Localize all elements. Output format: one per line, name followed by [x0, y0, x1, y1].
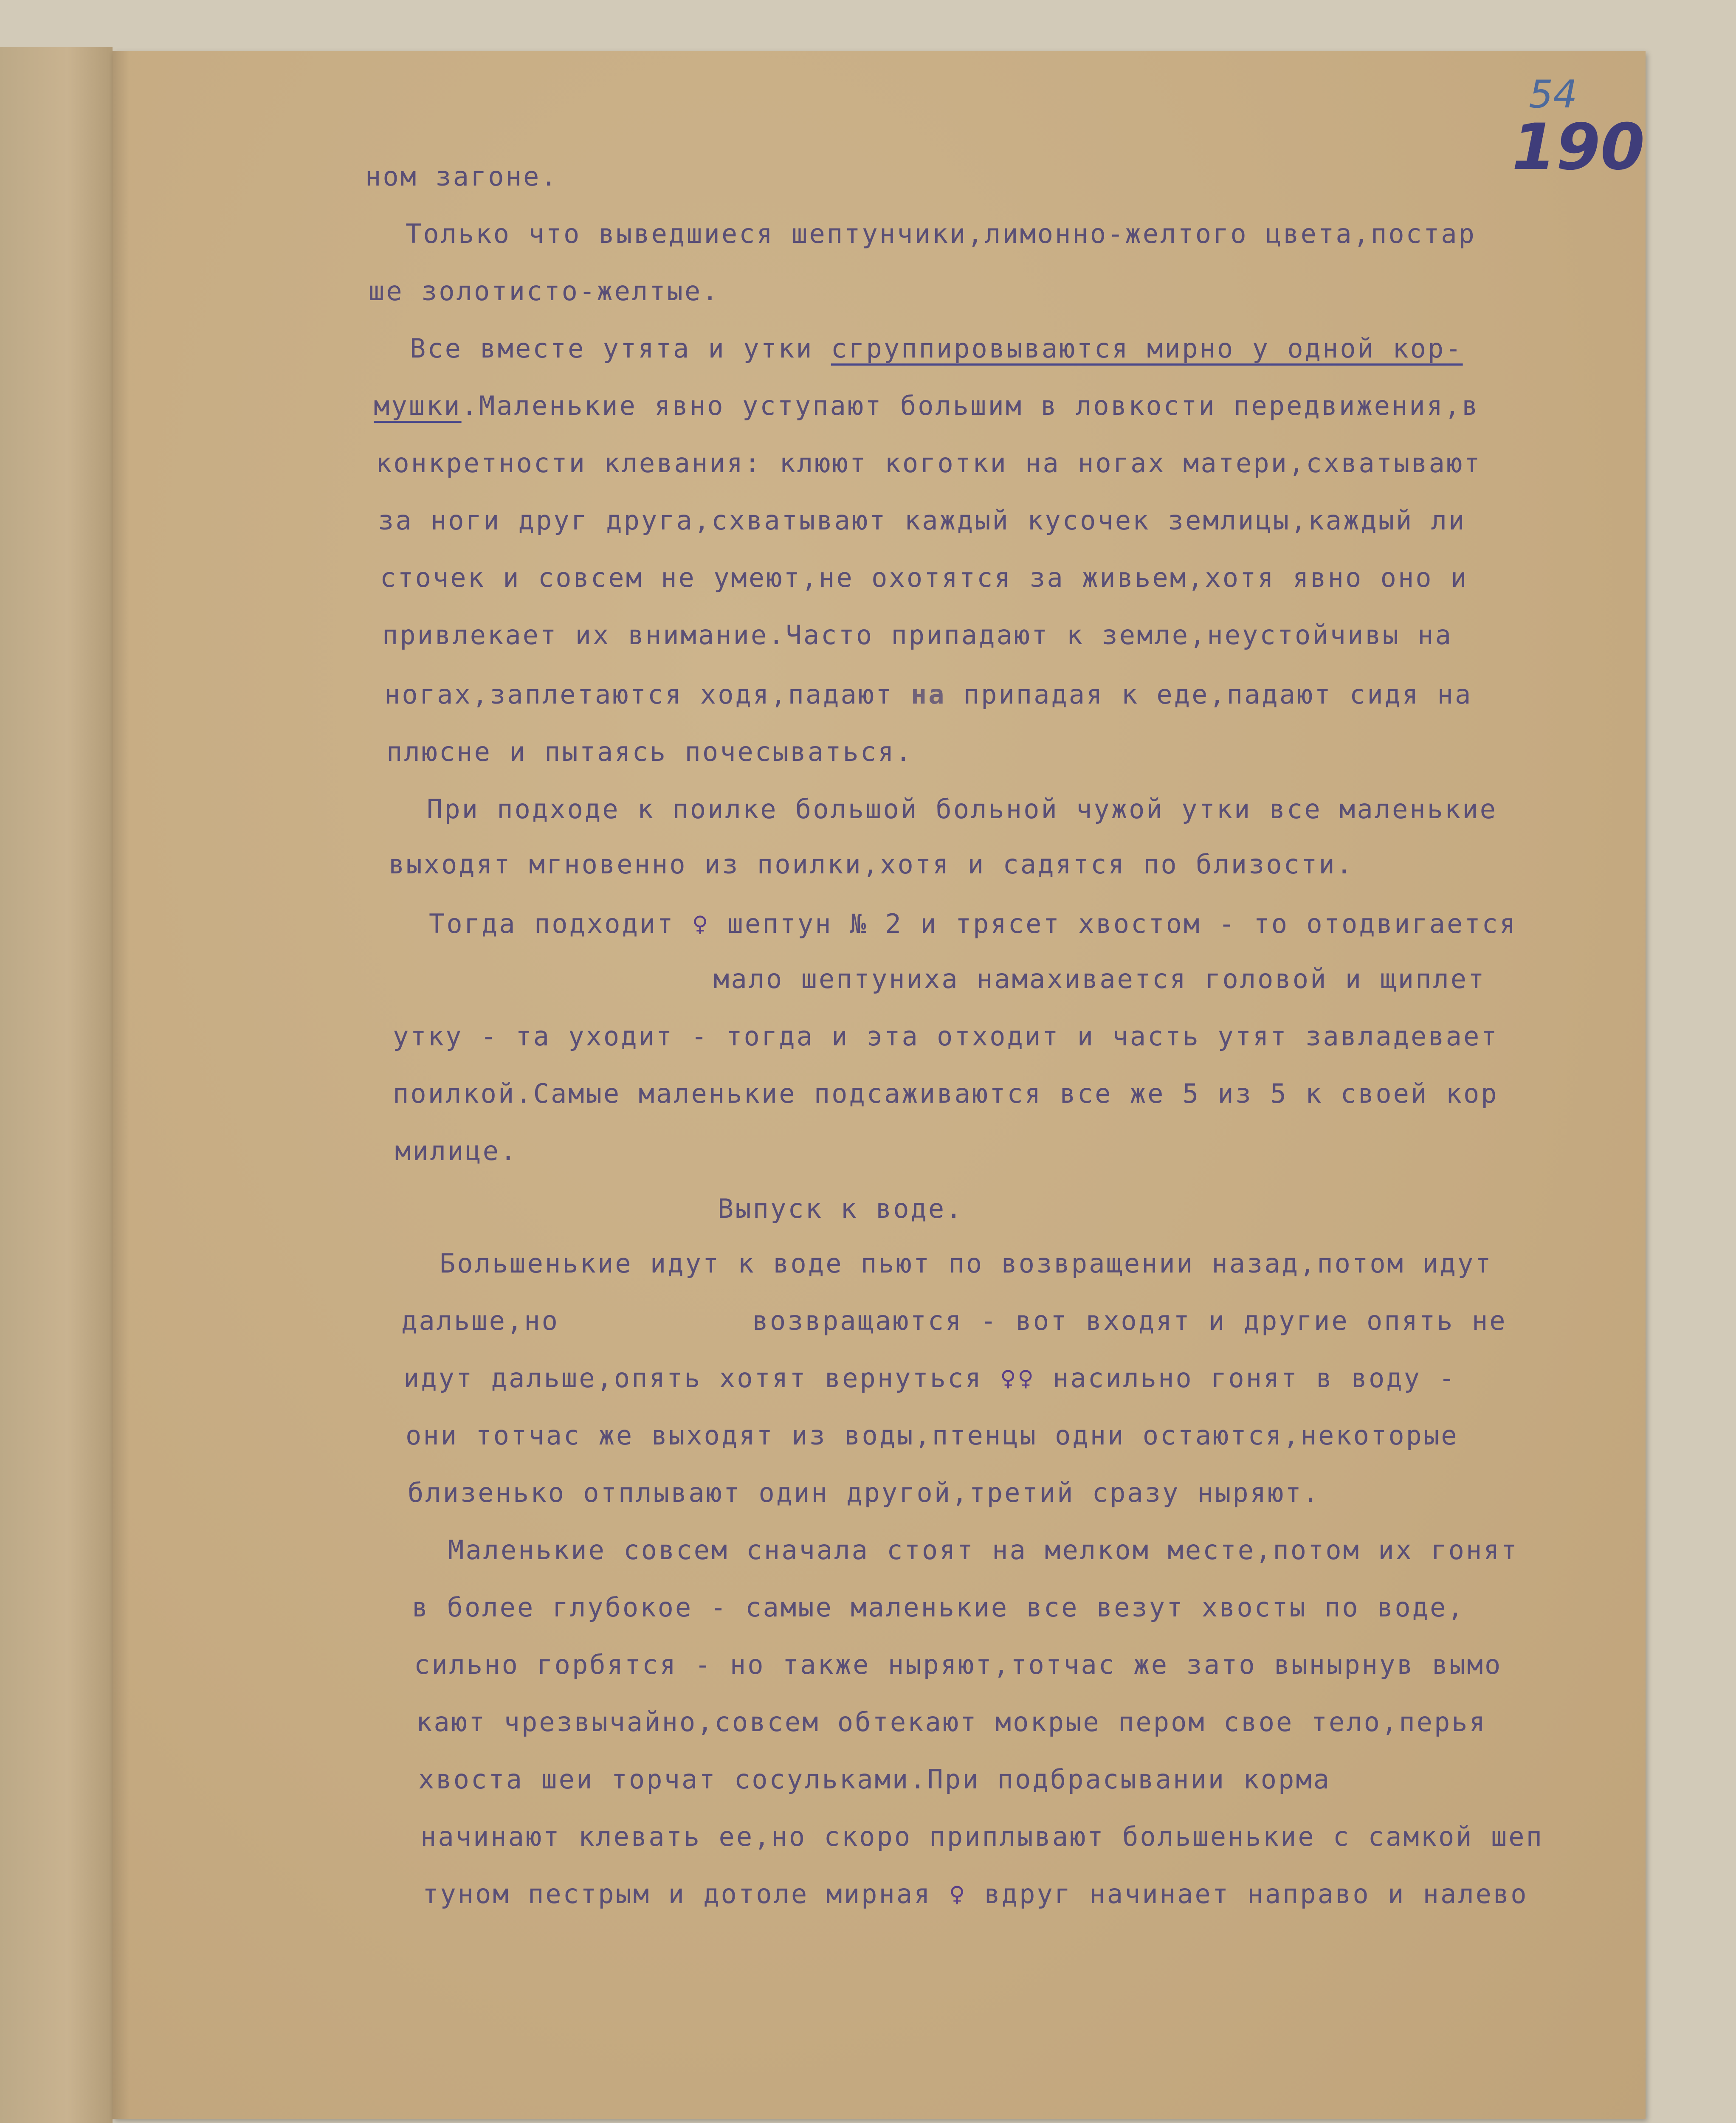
- text-line: близенько отплывают один другой,третий сразу ныряют.: [408, 1477, 1321, 1508]
- text-line: При подходе к поилке большой больной чужой утки все маленькие: [427, 794, 1497, 825]
- text-line: сильно горбятся - но также ныряют,тотчас же зато вынырнув вымо: [414, 1649, 1502, 1680]
- page-fold-shadow: [113, 51, 130, 2119]
- text-line: милице.: [395, 1135, 518, 1166]
- text-line: ногах,заплетаются ходя,падают на припадая к еде,падают сидя на: [384, 679, 1473, 710]
- text-line: Тогда подходит ♀ шептун № 2 и трясет хвостом - то отодвигается: [429, 908, 1517, 939]
- folio-number-top: 54: [1529, 72, 1578, 117]
- female-symbol: ♀: [949, 1878, 967, 1909]
- text-line: за ноги друг друга,схватывают каждый кусочек землицы,каждый ли: [378, 505, 1466, 536]
- folio-number-main: 190: [1512, 110, 1645, 184]
- female-symbol: ♀: [692, 908, 710, 939]
- text-line: в более глубокое - самые маленькие все везут хвосты по воде,: [412, 1592, 1465, 1623]
- underlined-phrase: сгруппировываются мирно у одной кор-: [831, 333, 1463, 364]
- text-line: утку - та уходит - тогда и эта отходит и часть утят завладевает: [393, 1021, 1499, 1052]
- text-line: Все вместе утята и утки сгруппировываются мирно у одной кор-: [410, 333, 1463, 364]
- text-line: кают чрезвычайно,совсем обтекают мокрые пером свое тело,перья: [416, 1706, 1487, 1737]
- text-line: мало шептуниха намахивается головой и щиплет: [713, 963, 1486, 994]
- text-line: ном загоне.: [365, 161, 558, 192]
- text-line: выходят мгновенно из поилки,хотя и садятся по близости.: [389, 849, 1354, 880]
- text-line: идут дальше,опять хотят вернуться ♀♀ насильно гонят в воду -: [403, 1363, 1457, 1394]
- text-line: ше золотисто-желтые.: [369, 276, 720, 307]
- text-line: туном пестрым и дотоле мирная ♀ вдруг начинает направо и налево: [423, 1878, 1528, 1909]
- text-line: поилкой.Самые маленькие подсаживаются все же 5 из 5 к своей кор: [393, 1078, 1499, 1109]
- text-line: Только что выведшиеся шептунчики,лимонно-желтого цвета,постар: [406, 218, 1476, 249]
- text-line: сточек и совсем не умеют,не охотятся за живьем,хотя явно оно и: [380, 562, 1468, 593]
- text-line: мушки.Маленькие явно уступают большим в ловкости передвижения,в: [374, 390, 1480, 421]
- text-line: плюсне и пытаясь почесываться.: [386, 736, 913, 767]
- text-line: привлекает их внимание.Часто припадают к земле,неустойчивы на: [382, 619, 1453, 650]
- text-line: Большенькие идут к воде пьют по возвращении назад,потом идут: [440, 1248, 1493, 1279]
- text-line: дальше,но возвращаются - вот входят и другие опять не: [401, 1305, 1507, 1336]
- facing-page-edge: [0, 47, 113, 2123]
- female-symbol: ♀♀: [1000, 1363, 1035, 1394]
- text-line: конкретности клевания: клюют коготки на ногах матери,схватывают: [376, 448, 1482, 479]
- underlined-phrase: мушки: [374, 390, 462, 421]
- text-line: хвоста шеи торчат сосульками.При подбрасывании корма: [418, 1764, 1331, 1795]
- text-line: начинают клевать ее,но скоро приплывают большенькие с самкой шеп: [420, 1821, 1544, 1852]
- text-line: Маленькие совсем сначала стоят на мелком месте,потом их гонят: [448, 1535, 1519, 1566]
- text-line: они тотчас же выходят из воды,птенцы одни остаются,некоторые: [406, 1420, 1459, 1451]
- section-heading: Выпуск к воде.: [718, 1193, 964, 1224]
